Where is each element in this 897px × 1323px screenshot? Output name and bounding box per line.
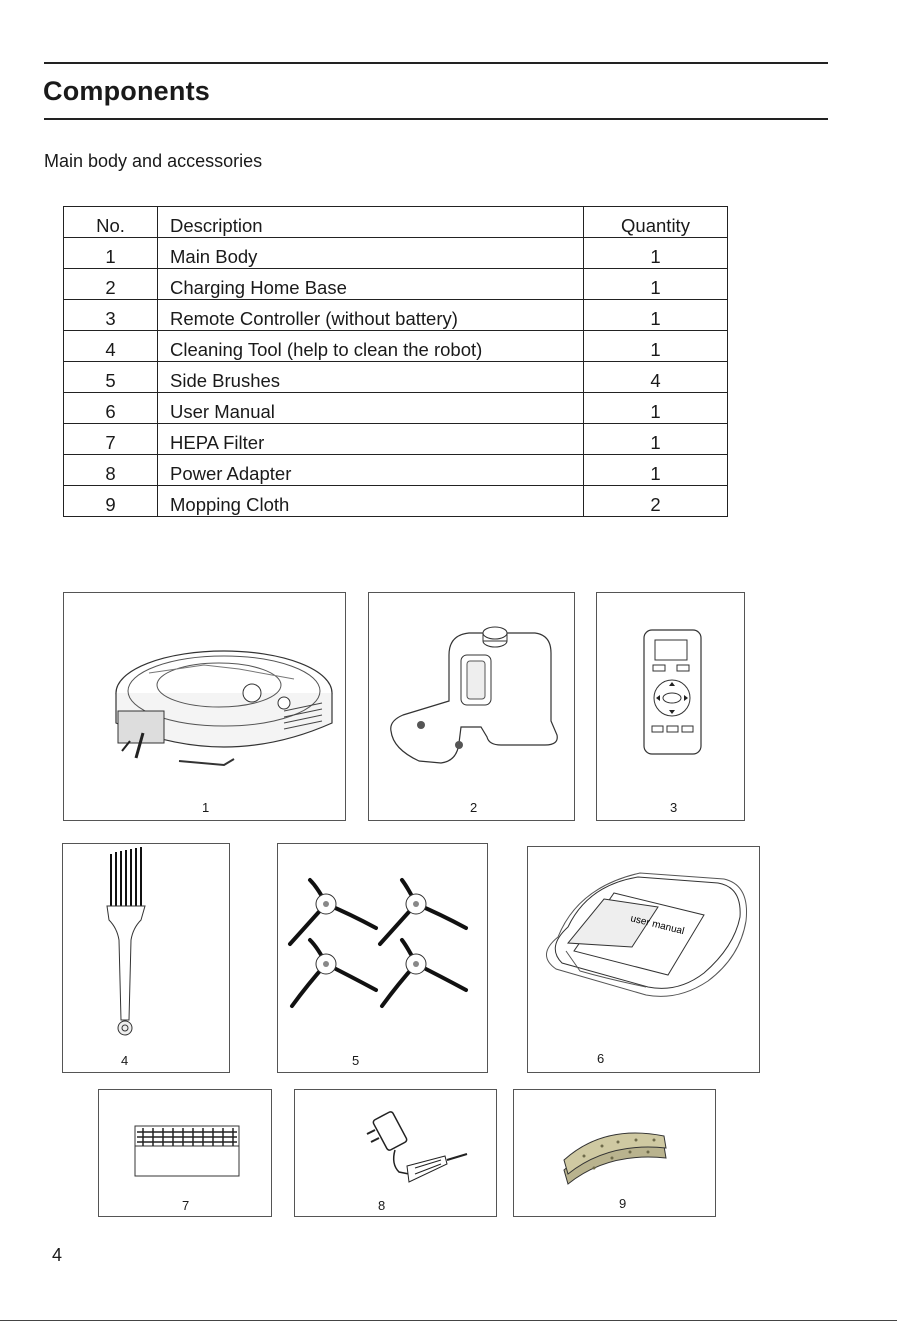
cell-quantity: 1 <box>584 393 728 424</box>
components-table <box>63 206 728 517</box>
figure-power-adapter <box>294 1089 497 1217</box>
table-row <box>64 238 728 269</box>
power-adapter-icon <box>295 1090 496 1216</box>
figure-label-8: 8 <box>378 1198 386 1213</box>
cell-quantity: 1 <box>584 331 728 362</box>
cell-description: Charging Home Base <box>158 269 584 300</box>
cell-no: 4 <box>64 331 158 362</box>
cell-no: 8 <box>64 455 158 486</box>
cell-description: Power Adapter <box>158 455 584 486</box>
figure-label-5: 5 <box>352 1053 360 1068</box>
user-manual-icon <box>528 847 759 1072</box>
table-row <box>64 455 728 486</box>
cell-no: 7 <box>64 424 158 455</box>
title-underline <box>44 118 828 120</box>
table-row <box>64 269 728 300</box>
page-number: 4 <box>52 1245 63 1265</box>
table-row <box>64 393 728 424</box>
figure-cleaning-tool <box>62 843 230 1073</box>
cell-quantity: 1 <box>584 300 728 331</box>
cell-no: 2 <box>64 269 158 300</box>
top-rule <box>44 62 828 64</box>
cell-no: 5 <box>64 362 158 393</box>
figure-user-manual <box>527 846 760 1073</box>
cell-quantity: 1 <box>584 455 728 486</box>
figure-remote-controller <box>596 592 745 821</box>
cell-quantity: 1 <box>584 238 728 269</box>
charging-base-icon <box>369 593 574 820</box>
figure-label-6: 6 <box>597 1051 605 1066</box>
bottom-rule <box>0 1320 897 1321</box>
remote-controller-icon <box>597 593 744 820</box>
cell-description: Main Body <box>158 238 584 269</box>
mopping-cloth-icon <box>514 1090 715 1216</box>
table-row <box>64 424 728 455</box>
cell-quantity: 4 <box>584 362 728 393</box>
table-row <box>64 362 728 393</box>
cleaning-tool-icon <box>63 844 229 1072</box>
figure-hepa-filter <box>98 1089 272 1217</box>
figure-label-7: 7 <box>182 1198 190 1213</box>
cell-description: Cleaning Tool (help to clean the robot) <box>158 331 584 362</box>
table-row <box>64 300 728 331</box>
page-title: Components <box>43 76 210 106</box>
cell-no: 9 <box>64 486 158 517</box>
figure-mopping-cloth <box>513 1089 716 1217</box>
table-header-row <box>64 207 728 238</box>
figure-charging-base <box>368 592 575 821</box>
cell-description: Side Brushes <box>158 362 584 393</box>
cell-description: Remote Controller (without battery) <box>158 300 584 331</box>
table-row <box>64 486 728 517</box>
figure-label-4: 4 <box>121 1053 129 1068</box>
section-subtitle: Main body and accessories <box>44 151 263 171</box>
header-quantity: Quantity <box>584 207 728 238</box>
figure-main-body <box>63 592 346 821</box>
table-row <box>64 331 728 362</box>
figure-label-9: 9 <box>619 1196 627 1211</box>
header-description: Description <box>158 207 584 238</box>
cell-quantity: 2 <box>584 486 728 517</box>
cell-description: User Manual <box>158 393 584 424</box>
side-brushes-icon <box>278 844 487 1072</box>
cell-description: HEPA Filter <box>158 424 584 455</box>
cell-no: 1 <box>64 238 158 269</box>
cell-quantity: 1 <box>584 424 728 455</box>
figure-label-2: 2 <box>470 800 478 815</box>
cell-no: 3 <box>64 300 158 331</box>
cell-no: 6 <box>64 393 158 424</box>
robot-vacuum-icon <box>64 593 345 820</box>
header-no: No. <box>64 207 158 238</box>
figure-label-3: 3 <box>670 800 678 815</box>
manual-cover-text: user manual <box>629 913 686 938</box>
figure-label-1: 1 <box>202 800 210 815</box>
figure-side-brushes <box>277 843 488 1073</box>
cell-quantity: 1 <box>584 269 728 300</box>
cell-description: Mopping Cloth <box>158 486 584 517</box>
